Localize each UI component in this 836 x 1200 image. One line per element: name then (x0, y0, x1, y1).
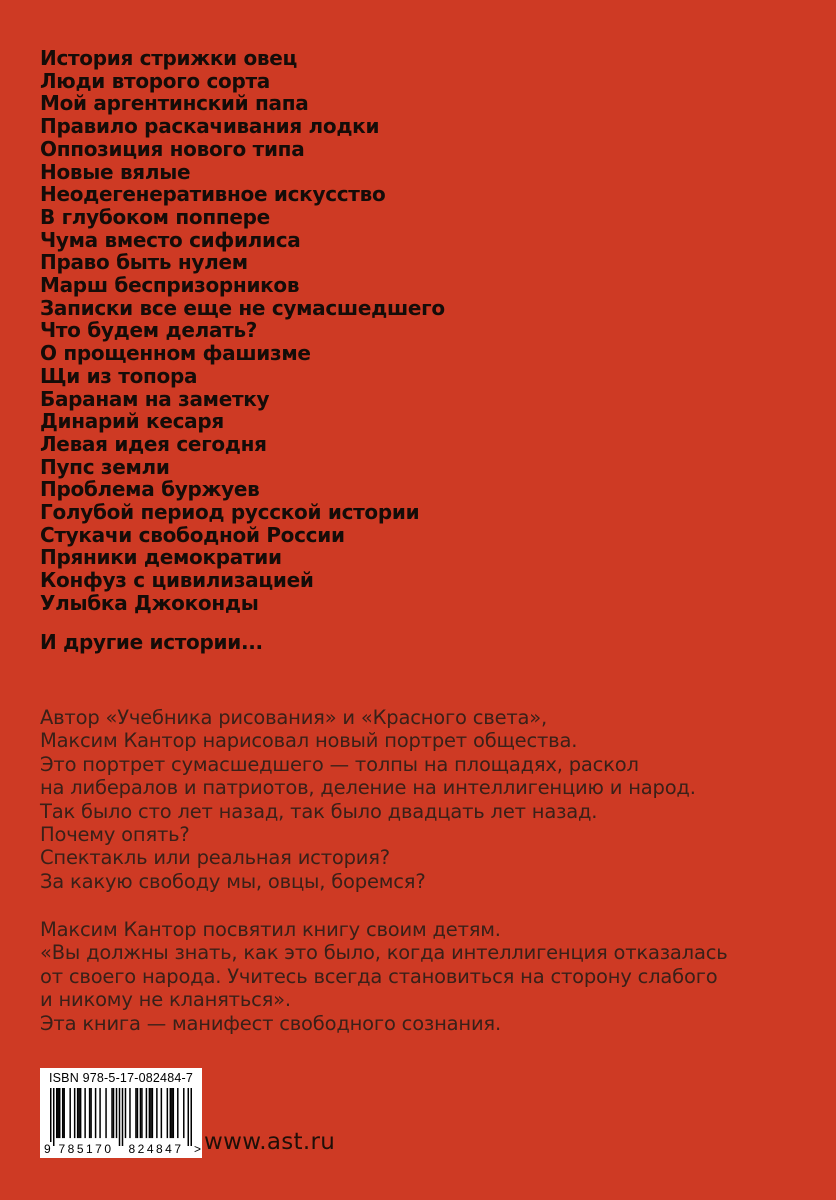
annotation-line: Автор «Учебника рисования» и «Красного света», (40, 706, 548, 729)
annotation-line: Так было сто лет назад, так было двадцать лет назад. (40, 799, 598, 823)
story-title: Неодегенеративное искусство (40, 182, 386, 207)
story-title: Оппозиция нового типа (40, 136, 305, 161)
annotation-line: Это портрет сумасшедшего — толпы на площадях, раскол (40, 752, 639, 776)
isbn-barcode-block (40, 1068, 202, 1158)
barcode-icon (50, 1088, 192, 1146)
annotation-paragraph (40, 706, 696, 893)
story-title: Марш беспризорников (40, 273, 300, 298)
story-title: Пупс земли (40, 454, 170, 479)
story-title: Чума вместо сифилиса (40, 227, 301, 252)
barcode-digits-left: 785170 (55, 1142, 117, 1156)
story-title: Право быть нулем (40, 250, 248, 275)
dedication-line: Эта книга — манифест свободного сознания. (40, 1011, 501, 1035)
story-title: Что будем делать? (40, 318, 258, 343)
annotation-line: Почему опять? (40, 823, 190, 847)
story-title: Улыбка Джоконды (40, 590, 259, 615)
story-title: О прощенном фашизме (40, 341, 311, 366)
story-title: Люди второго сорта (40, 68, 270, 93)
isbn-number: ISBN 978-5-17-082484-7 (48, 1071, 194, 1085)
story-title: История стрижки овец (40, 46, 298, 70)
dedication-paragraph (40, 918, 728, 1035)
story-title: Записки все еще не сумасшедшего (40, 295, 445, 320)
story-title: Баранам на заметку (40, 386, 270, 411)
story-title: Конфуз с цивилизацией (40, 568, 314, 593)
story-list-more: И другие истории... (40, 629, 263, 654)
dedication-line: «Вы должны знать, как это было, когда интеллигенция отказалась (40, 941, 728, 965)
story-list (40, 47, 445, 653)
story-title: Проблема буржуев (40, 477, 260, 502)
dedication-line: от своего народа. Учитесь всегда становиться на сторону слабого (40, 964, 718, 988)
barcode-digits-right: 824847 (125, 1142, 187, 1156)
story-title: Мой аргентинский папа (40, 91, 309, 116)
story-title: Динарий кесаря (40, 409, 224, 434)
dedication-line: и никому не кланяться». (40, 988, 291, 1012)
barcode-digit-leading: 9 (44, 1142, 51, 1156)
story-title: Новые вялые (40, 159, 191, 184)
story-title: Щи из топора (40, 363, 198, 388)
story-title: Голубой период русской истории (40, 500, 420, 525)
story-title: Пряники демократии (40, 545, 282, 570)
publisher-website: www.ast.ru (204, 1129, 336, 1155)
story-title: Правило раскачивания лодки (40, 114, 380, 139)
annotation-line: Спектакль или реальная история? (40, 846, 390, 870)
dedication-line: Максим Кантор посвятил книгу своим детям. (40, 918, 501, 941)
annotation-line: на либералов и патриотов, деление на интеллигенцию и народ. (40, 776, 696, 800)
barcode-digits (40, 1142, 202, 1156)
story-title: Левая идея сегодня (40, 431, 267, 456)
annotation-line: За какую свободу мы, овцы, боремся? (40, 869, 426, 893)
story-title: Стукачи свободной России (40, 522, 345, 547)
annotation-line: Максим Кантор нарисовал новый портрет общества. (40, 729, 578, 753)
barcode-end-marker: > (193, 1142, 201, 1156)
story-title: В глубоком поппере (40, 204, 270, 229)
